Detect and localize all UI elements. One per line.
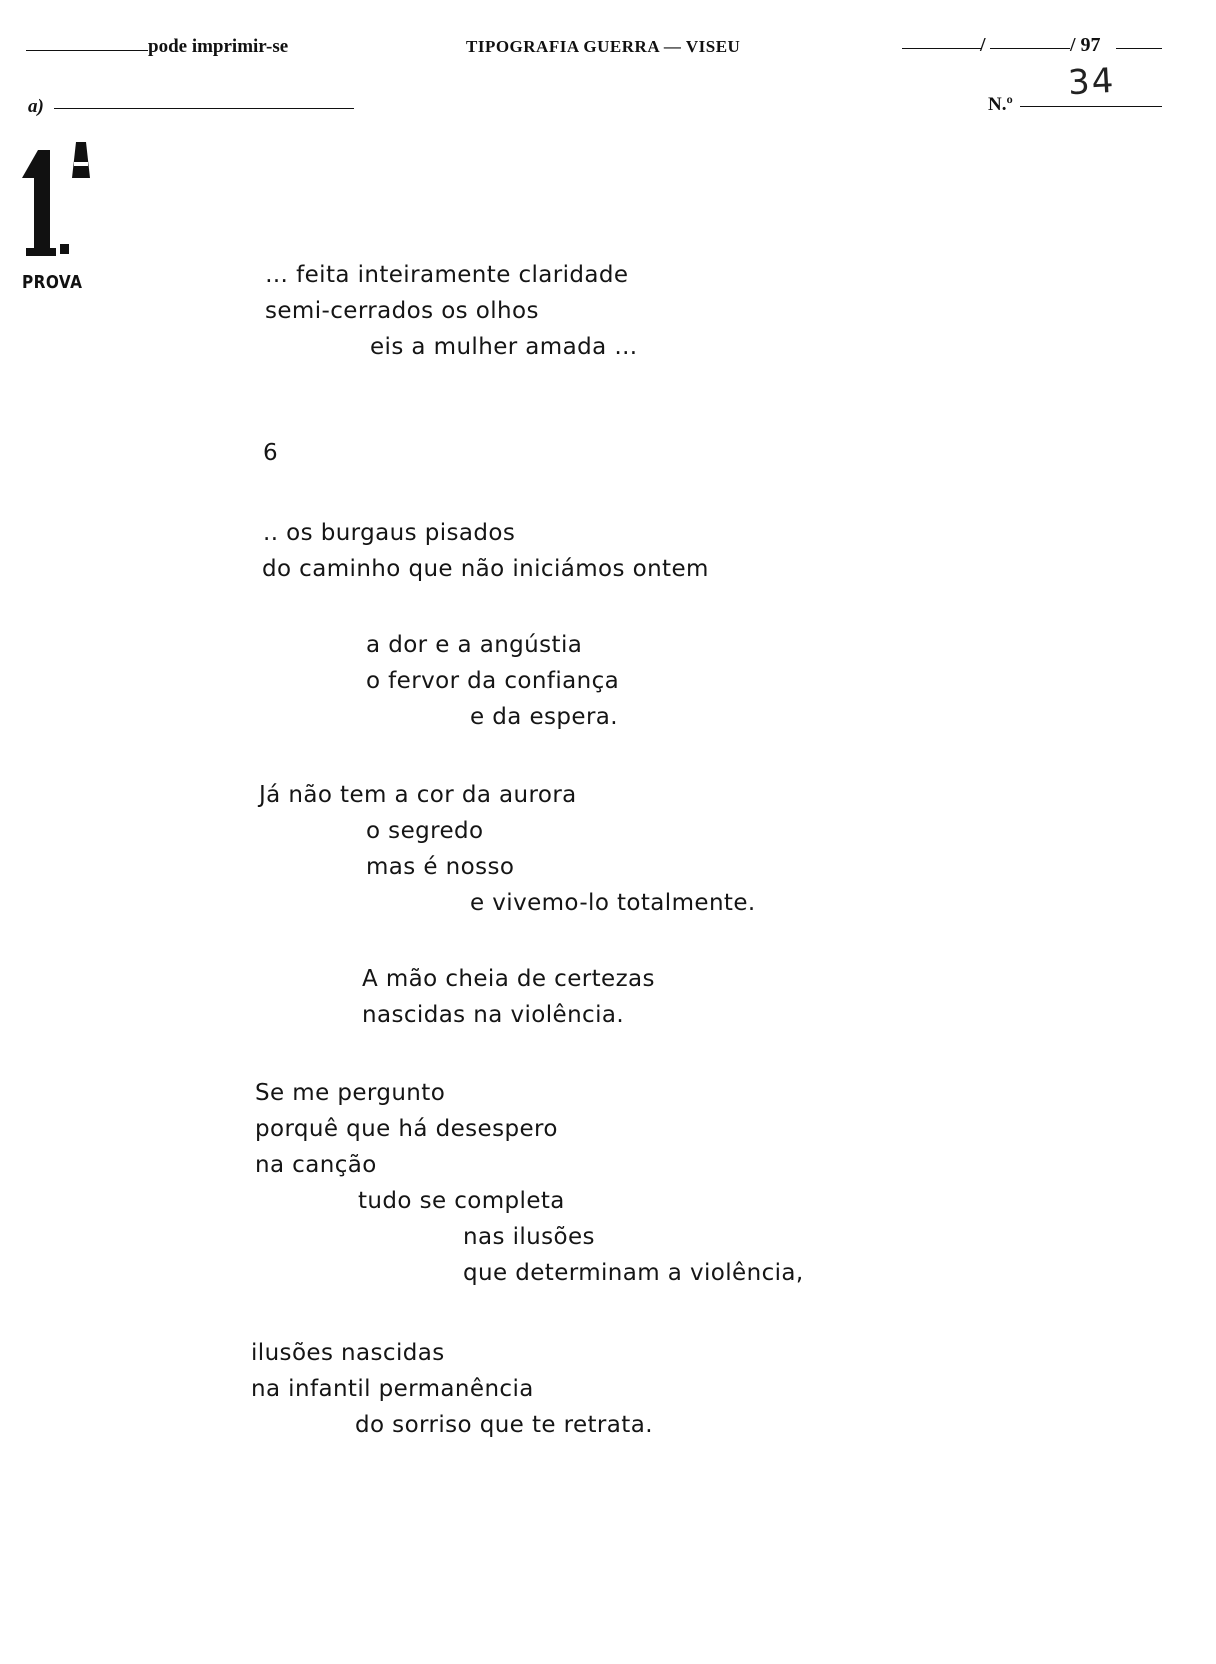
printer-name: TIPOGRAFIA GUERRA — VISEU bbox=[466, 37, 741, 56]
poem-line: do sorriso que te retrata. bbox=[355, 1412, 653, 1438]
section-number: 6 bbox=[263, 440, 279, 466]
poem-line: nas ilusões bbox=[463, 1224, 595, 1250]
poem-line: Se me pergunto bbox=[255, 1080, 446, 1106]
a-label: a) bbox=[28, 96, 44, 117]
poem-line: tudo se completa bbox=[358, 1188, 565, 1214]
date-rule-month bbox=[990, 48, 1070, 49]
poem-line: do caminho que não iniciámos ontem bbox=[262, 556, 709, 582]
imprimatur-rule bbox=[26, 50, 148, 51]
poem-line: a dor e a angústia bbox=[366, 632, 583, 658]
date-rule-day bbox=[902, 48, 982, 49]
date-year: / 97 bbox=[1070, 34, 1101, 56]
poem-line: e vivemo-lo totalmente. bbox=[470, 890, 756, 916]
poem-line: porquê que há desespero bbox=[255, 1116, 558, 1142]
poem-line: que determinam a violência, bbox=[463, 1260, 804, 1286]
proof-number-stamp bbox=[20, 140, 100, 260]
poem-line: o segredo bbox=[366, 818, 484, 844]
proof-number-glyph bbox=[20, 140, 100, 260]
poem-line: o fervor da confiança bbox=[366, 668, 620, 694]
poem-line: mas é nosso bbox=[366, 854, 515, 880]
poem-line: … feita inteiramente claridade bbox=[265, 262, 629, 288]
date-slash: / bbox=[980, 34, 986, 56]
a-rule bbox=[54, 108, 354, 109]
poem-line: nascidas na violência. bbox=[362, 1002, 625, 1028]
poem-line: e da espera. bbox=[470, 704, 619, 730]
poem-line: ilusões nascidas bbox=[251, 1340, 445, 1366]
poem-line: na infantil permanência bbox=[251, 1376, 534, 1402]
poem-line: Já não tem a cor da aurora bbox=[259, 782, 577, 808]
imprimatur-label: pode imprimir-se bbox=[148, 36, 289, 57]
poem-line: A mão cheia de certezas bbox=[362, 966, 655, 992]
number-rule bbox=[1020, 106, 1162, 107]
poem-line: .. os burgaus pisados bbox=[263, 520, 516, 546]
date-rule-end bbox=[1116, 48, 1162, 49]
poem-line: na canção bbox=[255, 1152, 377, 1178]
proof-label: PROVA bbox=[22, 272, 83, 293]
poem-line: semi-cerrados os olhos bbox=[265, 298, 539, 324]
number-label: N.º bbox=[988, 94, 1013, 115]
handwritten-number: 34 bbox=[1066, 60, 1117, 104]
poem-line: eis a mulher amada … bbox=[370, 334, 638, 360]
